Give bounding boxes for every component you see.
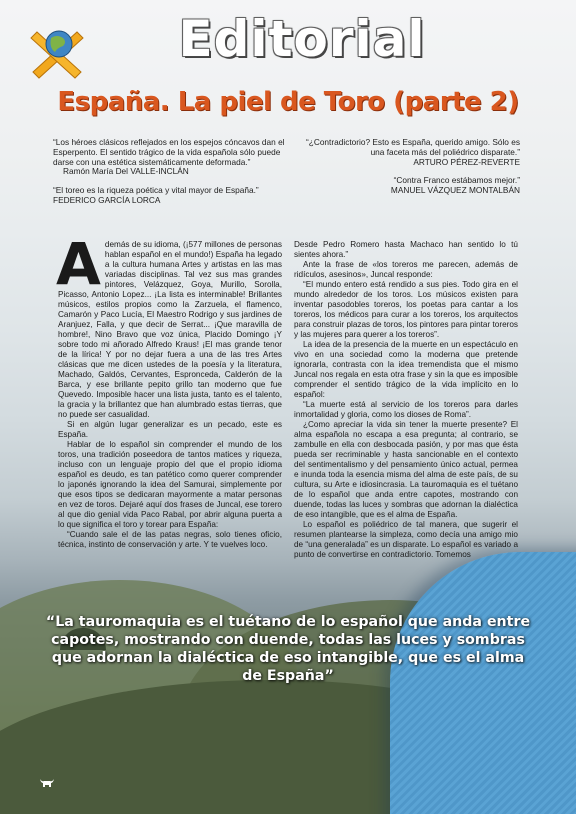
article-subtitle: España. La piel de Toro (parte 2)	[57, 87, 519, 117]
paragraph: Si en algún lugar generalizar es un pecado, este es España.	[58, 420, 282, 439]
epigraph-quote	[53, 186, 288, 206]
quote-author: Ramón María Del VALLE-INCLÁN	[63, 166, 189, 177]
paragraph: ¿Como apreciar la vida sin tener la muerte presente? El alma española no escapa a esa pregunta; al contrario, se zambulle en ella con desbocada pasión, y por mas que ésta pueda ser recriminable y hasta sancionable en el contexto del sentimentalismo y del pensamiento único actual, permea e inunda toda la esencia misma del alma de este país, de su cultura, su Arte e idiosincrasia. La tauromaquia es el tuétano de lo español que anda entre capotes, mostrando con duende, todas las luces y sombras que adornan la dialéctica de eso intangible, que es el alma de España.	[294, 420, 518, 519]
quote-text: “Contra Franco estábamos mejor.”	[393, 175, 520, 186]
paragraph: demás de su idioma, (¡577 millones de personas hablan español en el mundo!) España ha legado a la cultura humana Artes y artistas en las mas variadas disciplinas. Tal vez sus mas grandes pintores, Velázquez, Goya, Murillo, Sorolla, Picasso, Antonio Lopez... ¡La lista es interminable! Brillantes músicos, estilos propios como la Zarzuela, el flamenco, Camarón y Paco Lucía, El Maestro Rodrigo y sus jardines de Aranjuez, Falla, y que decir de Serrat... ¡Que maravilla de hombre!, Nino Bravo que voz única, Placido Domingo ¡Y sobre todo mi añorado Alfredo Kraus! ¡El mas grande tenor de la lírica! Y por no dejar fuera a una de las tres Artes clásicas que me dicen ustedes de la poesía y la literatura, Machado, Galdós, Cervantes, Espronceda, Calderón de la Barca, y ese brillante pepito grillo tan moderno que fue Quevedo. Imposible hacer una lista justa, tanto es el talento, la gracia y la brillantez que han alumbrado estas tierras, que no puede ser casualidad.	[58, 240, 282, 419]
epigraph-quote	[53, 138, 288, 177]
quote-author: FEDERICO GARCÍA LORCA	[53, 194, 161, 205]
article-column-1	[56, 230, 282, 550]
paragraph: La idea de la presencia de la muerte en un espectáculo en vivo en una sociedad como la moderna que pretende ignorarla, contrasta con la idea tremendista que el mismo Juncal nos regala en esta otra frase y sin la que es imposible comprender el sentido trágico de la vida implícito en lo español:	[294, 340, 518, 399]
paragraph: “La muerte está al servicio de los toreros para darles inmortalidad y gloria, como los dioses de Roma”.	[294, 400, 518, 419]
epigraph-quotes-left	[53, 138, 288, 215]
paragraph: “El mundo entero está rendido a sus pies. Todo gira en el mundo alrededor de los toros. Los músicos existen para inventar pasodobles toreros, los poetas para cantar a los toreros, los médicos para curar a los toreros, los arquitectos para construir plazas de toros, los pintores para pintar toreros y las mujeres para querer a los toreros”.	[294, 280, 518, 339]
quote-text: “El toreo es la riqueza poética y vital mayor de España.”	[53, 185, 259, 196]
paragraph: “Cuando sale el de las patas negras, solo tienes oficio, técnica, instinto de conservación y arte. Y te vuelves loco.	[58, 530, 282, 549]
quote-author: MANUEL VÁZQUEZ MONTALBÁN	[390, 185, 520, 196]
page-title: Editorial	[178, 10, 426, 68]
bull-icon	[39, 778, 55, 788]
quote-text: “¿Contradictorio? Esto es España, querido amigo. Sólo es una faceta más del poliédrico disparate.”	[306, 137, 520, 157]
quote-text: “Los héroes clásicos reflejados en los espejos cóncavos dan el Esperpento. El sentido trágico de la vida española sólo puede darse con una estética sistemáticamente deformada.”	[53, 137, 285, 167]
epigraph-quote	[300, 176, 520, 196]
drop-cap: A	[56, 230, 101, 298]
epigraph-quotes-right	[300, 138, 520, 205]
epigraph-quote	[300, 138, 520, 167]
article-column-2	[294, 240, 518, 560]
paragraph: Ante la frase de «los toreros me parecen, además de ridículos, asesinos», Juncal responde:	[294, 260, 518, 279]
paragraph: Desde Pedro Romero hasta Machaco han sentido lo tú sientes ahora.”	[294, 240, 518, 259]
pull-quote: “La tauromaquia es el tuétano de lo español que anda entre capotes, mostrando con duende, todas las luces y sombras que adornan la dialéctica de eso intangible, que es el alma de España”	[45, 614, 531, 684]
quote-author: ARTURO PÉREZ-REVERTE	[413, 156, 520, 167]
paragraph: Hablar de lo español sin comprender el mundo de los toros, una tradición poseedora de tantos matices y riqueza, incluso con un lenguaje propio del que el propio idioma español es deudo, es tan patético como querer comprender lo japonés ignorando la idea del Samurai, simplemente por que esos tipos se dedicaran mayormente a matar personas en vez de toros. Dejaré aquí dos frases de Juncal, ese torero al que dio genial vida Paco Rabal, por abrir alguna puerta a lo que significa el toro y torear para España:	[58, 440, 282, 529]
paragraph: Lo español es poliédrico de tal manera, que sugerir el resumen plantearse la simpleza, como decía una amigo mio de “una generalada” es un disparate. Lo español es variado a punto de convertirse en contradictorio. Tomemos	[294, 520, 518, 559]
